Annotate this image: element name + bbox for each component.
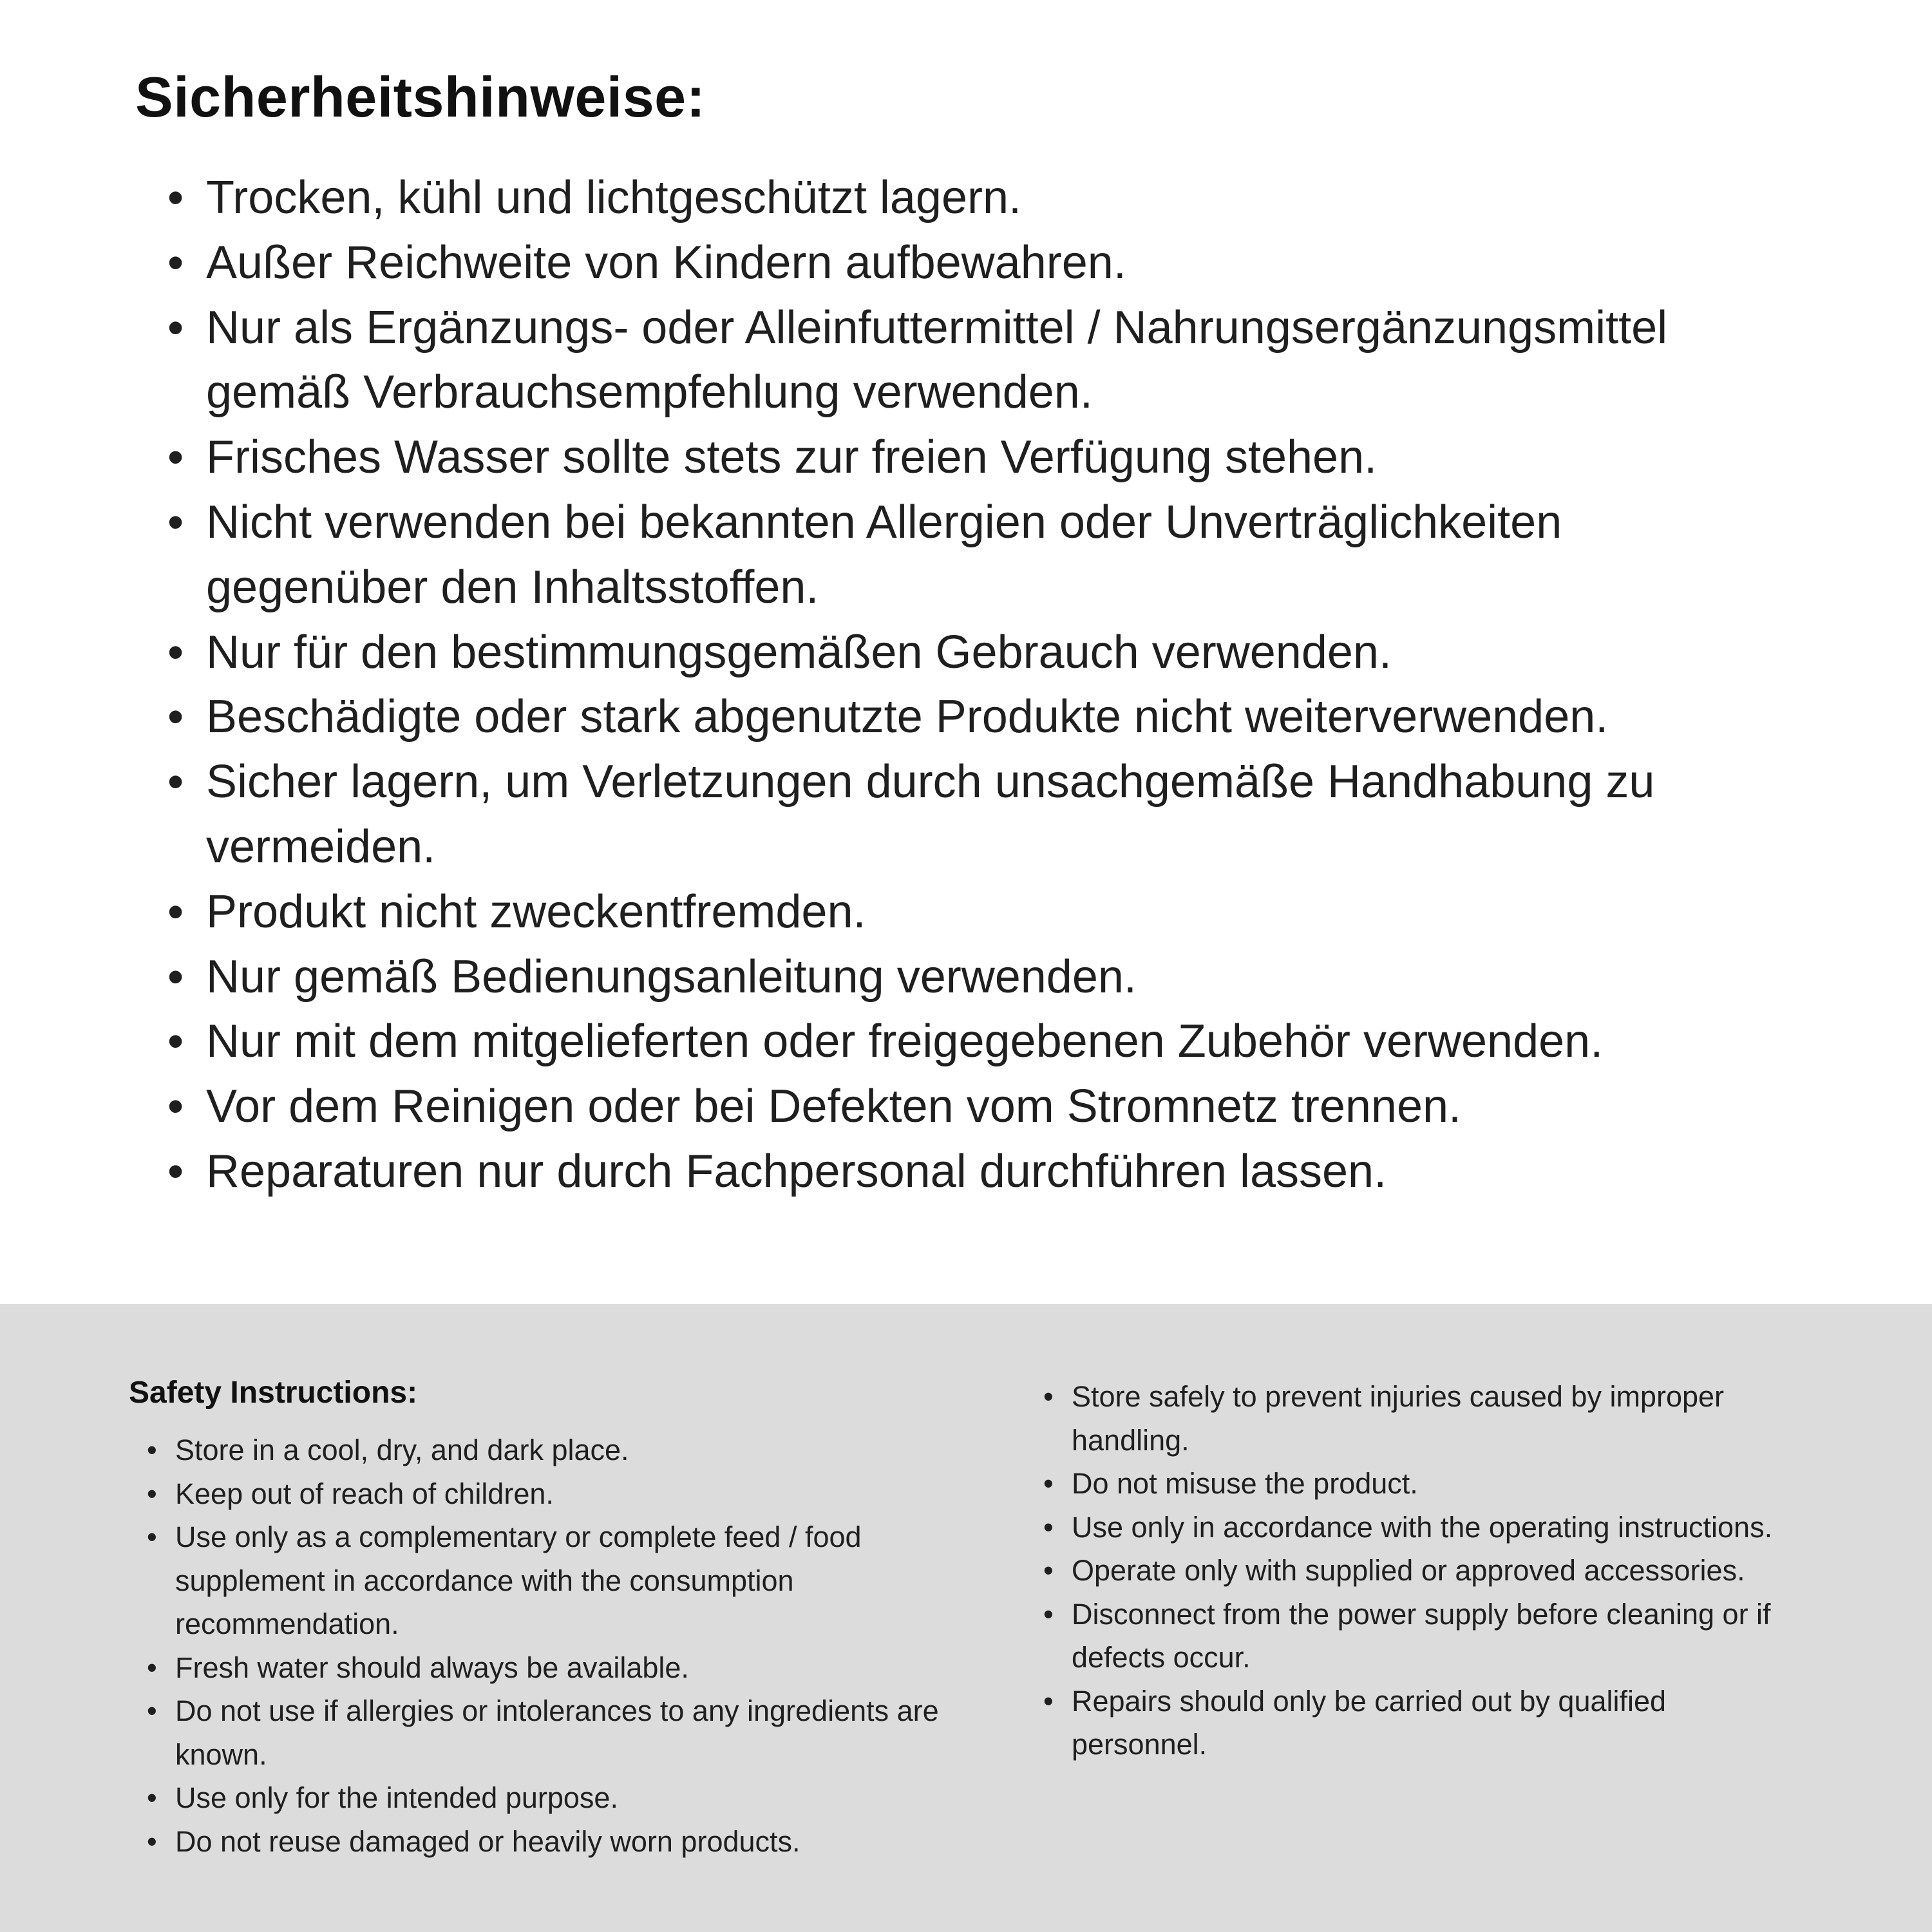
list-item: • Außer Reichweite von Kindern aufbewahren.	[167, 231, 1790, 296]
list-item: • Vor dem Reinigen oder bei Defekten vom Stromnetz trennen.	[167, 1074, 1790, 1139]
list-item: • Nur als Ergänzungs- oder Alleinfuttermittel / Nahrungsergänzungsmittel gemäß Verbrauchsempfehlung verwenden.	[167, 296, 1790, 426]
list-item: • Store safely to prevent injuries caused by improper handling.	[1043, 1375, 1803, 1462]
list-item: • Disconnect from the power supply before cleaning or if defects occur.	[1043, 1593, 1803, 1680]
list-item: • Beschädigte oder stark abgenutzte Produkte nicht weiterverwenden.	[167, 685, 1790, 750]
german-title: Sicherheitshinweise:	[135, 65, 706, 129]
english-bullet-list-right	[1043, 1375, 1803, 1766]
list-item: • Use only as a complementary or complete feed / food supplement in accordance with the consumption recommendation.	[147, 1515, 947, 1646]
list-item: • Do not misuse the product.	[1043, 1462, 1803, 1506]
list-item: • Reparaturen nur durch Fachpersonal durchführen lassen.	[167, 1139, 1790, 1204]
list-item: • Keep out of reach of children.	[147, 1472, 947, 1516]
list-item: • Sicher lagern, um Verletzungen durch unsachgemäße Handhabung zu vermeiden.	[167, 750, 1790, 880]
list-item: • Produkt nicht zweckentfremden.	[167, 880, 1790, 945]
english-left-column	[129, 1375, 947, 1932]
list-item: • Nicht verwenden bei bekannten Allergien oder Unverträglichkeiten gegenüber den Inhaltsstoffen.	[167, 490, 1790, 620]
list-item: • Use only for the intended purpose.	[147, 1776, 947, 1820]
list-item: • Trocken, kühl und lichtgeschützt lagern.	[167, 166, 1790, 231]
list-item: • Use only in accordance with the operating instructions.	[1043, 1506, 1803, 1549]
list-item: • Do not reuse damaged or heavily worn products.	[147, 1820, 947, 1864]
list-item: • Nur für den bestimmungsgemäßen Gebrauch verwenden.	[167, 620, 1790, 685]
list-item: • Repairs should only be carried out by qualified personnel.	[1043, 1680, 1803, 1766]
english-bullet-list-left	[129, 1428, 947, 1863]
list-item: • Nur gemäß Bedienungsanleitung verwenden.	[167, 945, 1790, 1010]
german-bullet-list	[135, 166, 1790, 1204]
english-title: Safety Instructions:	[129, 1376, 418, 1410]
english-section	[0, 1304, 1932, 1932]
list-item: • Do not use if allergies or intolerances to any ingredients are known.	[147, 1689, 947, 1776]
list-item: • Operate only with supplied or approved accessories.	[1043, 1549, 1803, 1593]
english-right-column	[1043, 1375, 1803, 1932]
list-item: • Frisches Wasser sollte stets zur freien Verfügung stehen.	[167, 425, 1790, 490]
list-item: • Store in a cool, dry, and dark place.	[147, 1428, 947, 1472]
list-item: • Nur mit dem mitgelieferten oder freigegebenen Zubehör verwenden.	[167, 1009, 1790, 1074]
list-item: • Fresh water should always be available.	[147, 1646, 947, 1690]
